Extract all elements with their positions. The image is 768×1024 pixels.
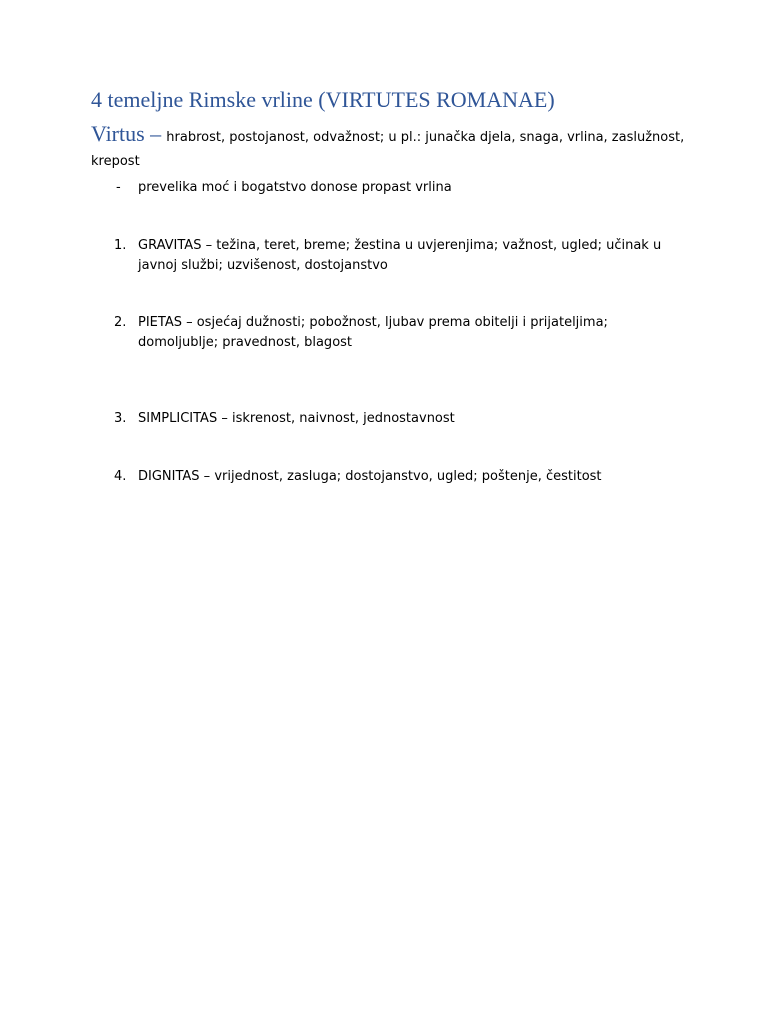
list-item-text: DIGNITAS – vrijednost, zasluga; dostojanstvo, ugled; poštenje, čestitost xyxy=(138,469,602,484)
virtus-term: Virtus – xyxy=(91,121,162,146)
dash-marker: - xyxy=(116,180,121,195)
list-number: 4. xyxy=(114,469,127,484)
list-item-text: SIMPLICITAS – iskrenost, naivnost, jednostavnost xyxy=(138,411,455,426)
numbered-list-item-2 xyxy=(114,313,684,353)
list-item-text: PIETAS – osjećaj dužnosti; pobožnost, ljubav prema obitelji i prijateljima; domoljublje; pravednost, blagost xyxy=(138,315,608,350)
numbered-list-item-1 xyxy=(114,236,684,276)
document-title: 4 temeljne Rimske vrline (VIRTUTES ROMANAE) xyxy=(91,87,555,112)
numbered-list-item-3 xyxy=(114,409,684,429)
numbered-list-item-4 xyxy=(114,467,684,487)
list-number: 2. xyxy=(114,315,127,330)
list-item-text: GRAVITAS – težina, teret, breme; žestina u uvjerenjima; važnost, ugled; učinak u javnoj službi; uzvišenost, dostojanstvo xyxy=(138,238,662,273)
list-number: 1. xyxy=(114,238,127,253)
list-number: 3. xyxy=(114,411,127,426)
dash-item-text: prevelika moć i bogatstvo donose propast vrlina xyxy=(138,180,452,195)
virtus-definition: hrabrost, postojanost, odvažnost; u pl.: junačka djela, snaga, vrlina, zaslužnost, krepost xyxy=(91,130,685,169)
dash-list-item xyxy=(116,179,452,197)
virtus-paragraph xyxy=(91,123,691,173)
